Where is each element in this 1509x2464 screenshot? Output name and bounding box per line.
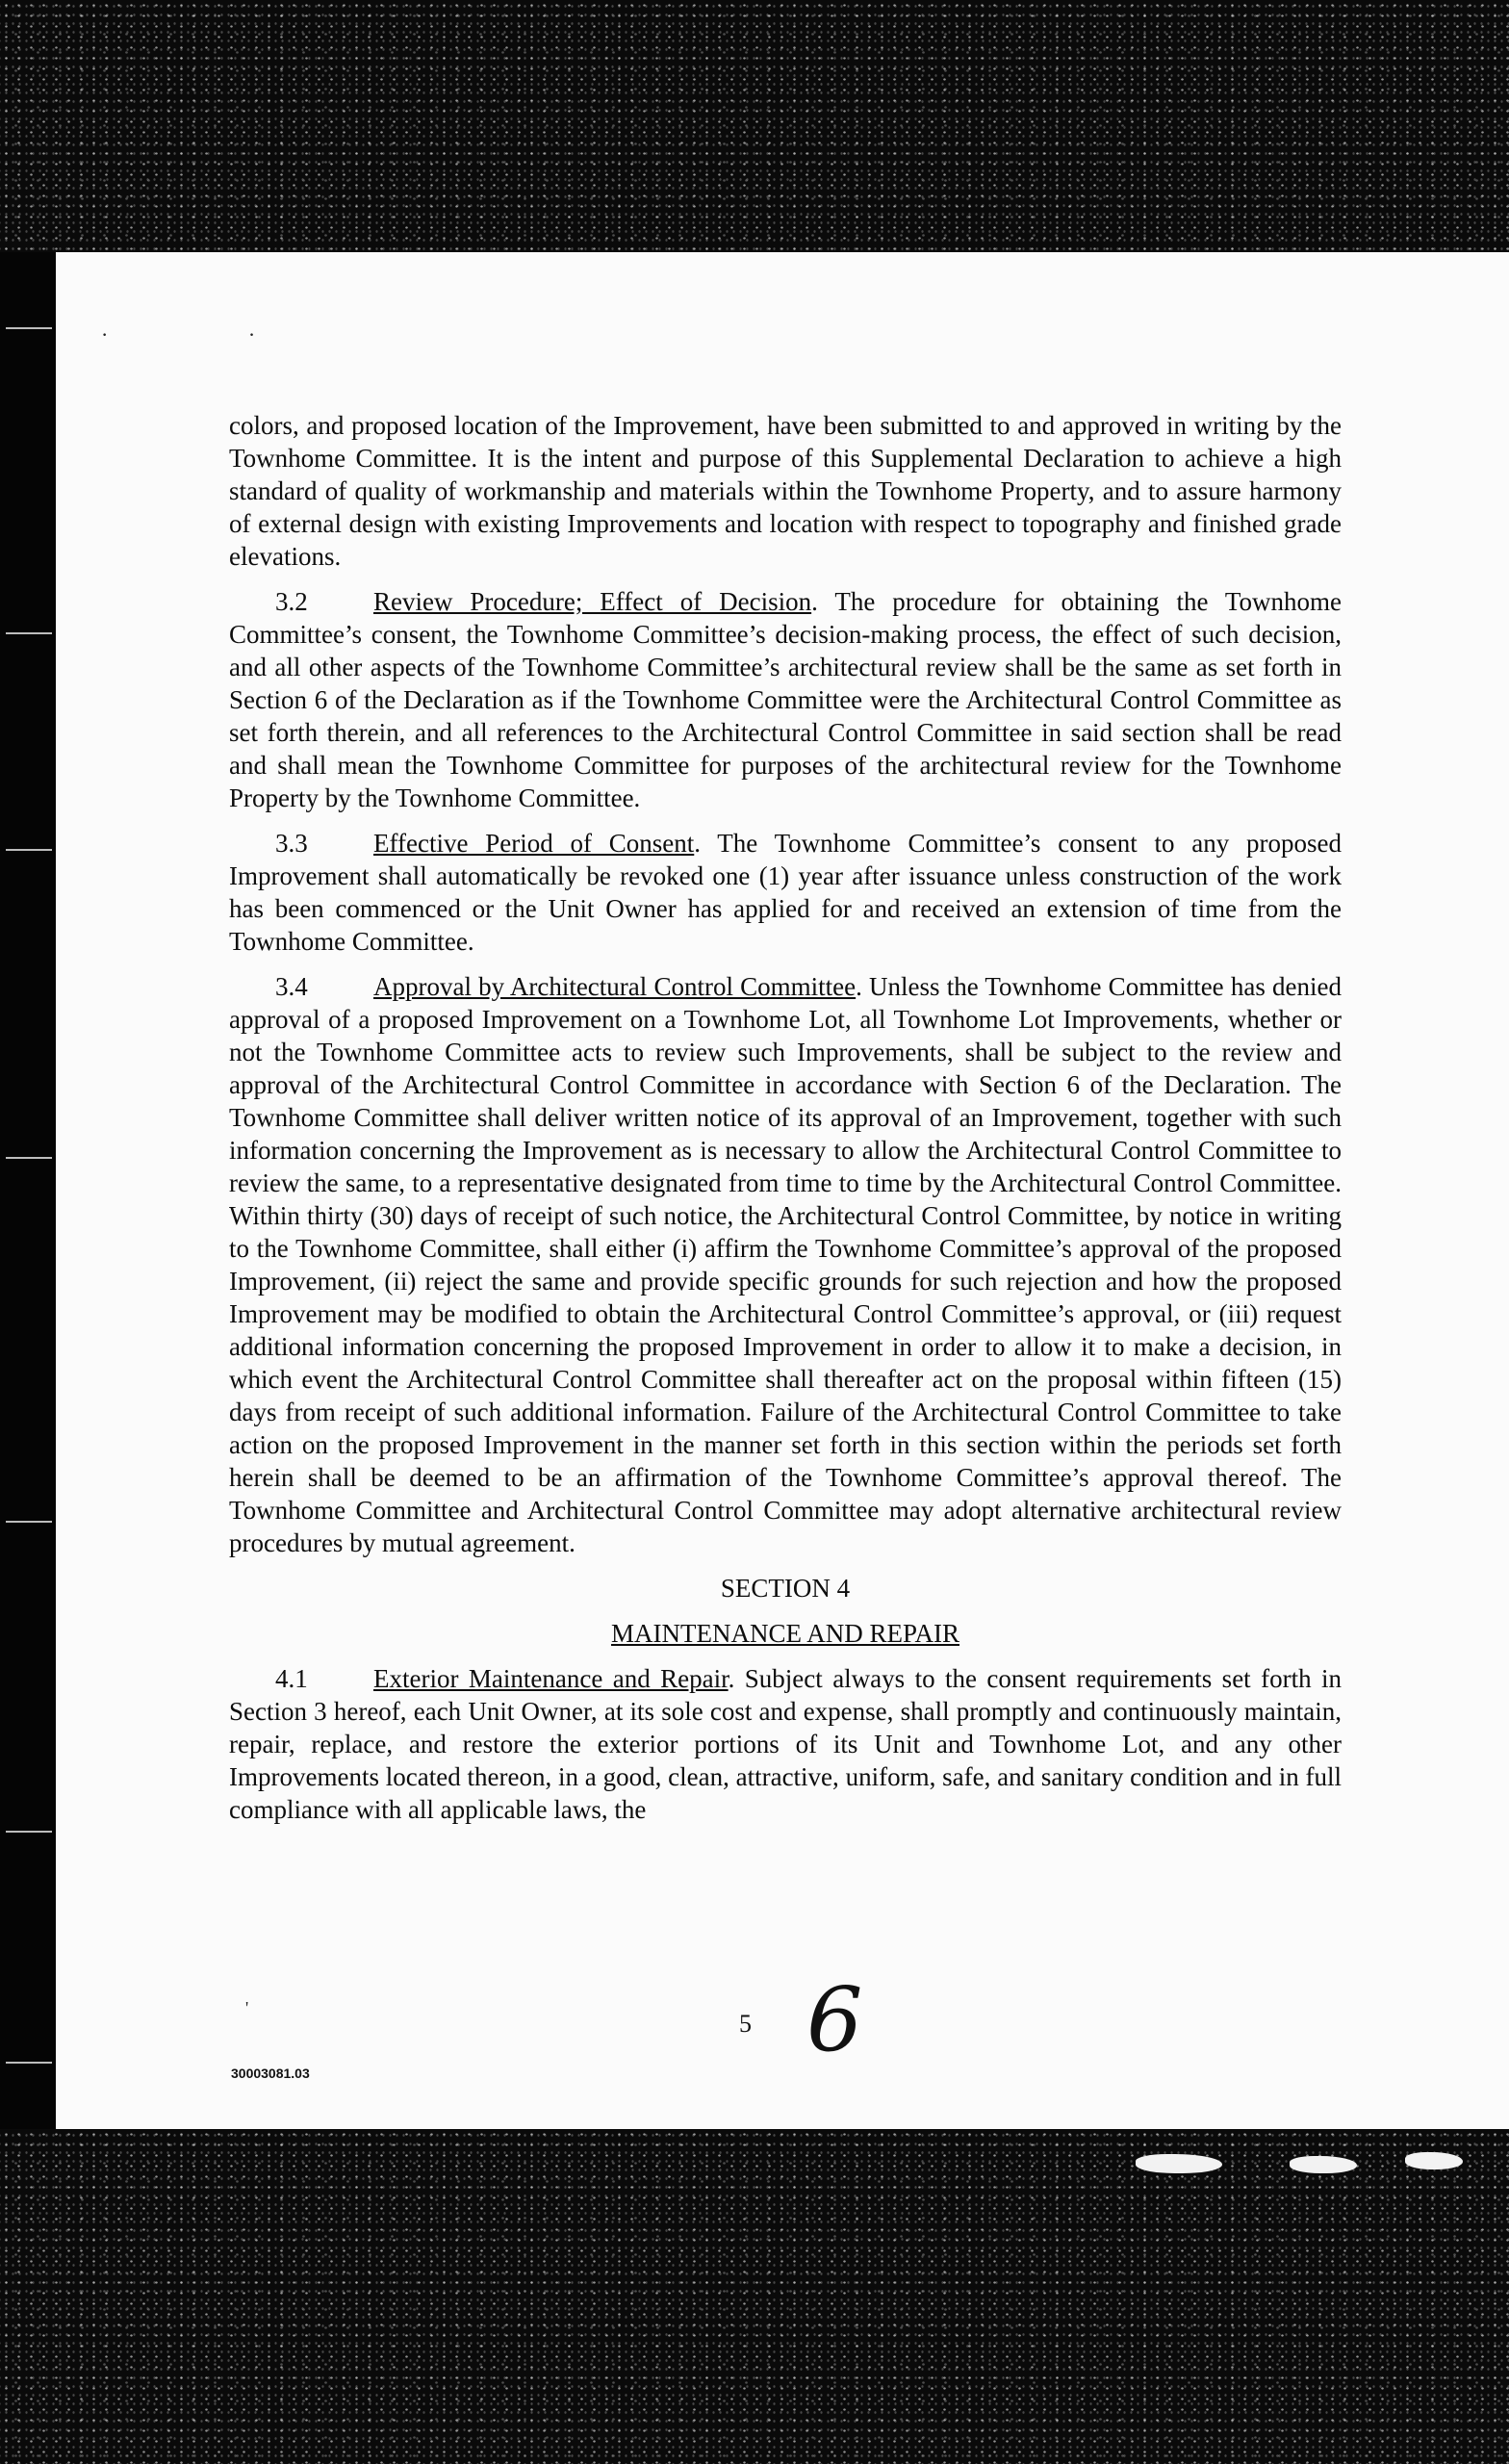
section-text: . The procedure for obtaining the Townhome Committee’s consent, the Townhome Committee’s decision-making process, the effect of such decision, and all other aspects of the Townhome Committee’s architectural review shall be the same as set forth in Section 6 of the Declaration as if the Townhome Committee were the Architectural Control Committee as set forth therein, and all references to the Architectural Control Committee in said section shall be read and shall mean the Townhome Committee for purposes of the architectural review for the Townhome Property by the Townhome Committee.	[229, 587, 1343, 812]
section-title: SECTION 4	[720, 1574, 851, 1603]
paragraph-intro: colors, and proposed location of the Improvement, have been submitted to and approved in writing by the Townhome Committee. It is the intent and purpose of this Supplemental Declaration to achieve a high standard of quality of workmanship and materials within the Townhome Property, and to assure harmony of external design with existing Improvements and location with respect to topography and finished grade elevations.	[229, 411, 1342, 571]
margin-tick	[6, 632, 52, 634]
margin-tick	[6, 2062, 52, 2064]
scan-noise-bottom	[0, 2129, 1509, 2464]
section-heading: Approval by Architectural Control Committee	[373, 972, 857, 1001]
margin-tick	[6, 1831, 52, 1833]
stray-mark: '	[245, 1998, 249, 2017]
page-number: 5	[739, 2010, 752, 2038]
paragraph-4-1	[229, 1662, 1342, 1826]
scan-noise-top	[0, 0, 1509, 252]
margin-tick	[6, 327, 52, 329]
scan-blob	[1136, 2154, 1222, 2173]
scan-specks: · ·	[101, 322, 323, 346]
paragraph-3-2	[229, 585, 1342, 814]
margin-tick	[6, 849, 52, 851]
margin-tick	[6, 1521, 52, 1523]
section-number: 3.2	[275, 587, 308, 616]
section-number: 4.1	[275, 1664, 308, 1693]
section-heading: Exterior Maintenance and Repair	[373, 1664, 729, 1693]
section-subtitle: MAINTENANCE AND REPAIR	[610, 1619, 960, 1648]
left-margin-strip	[0, 252, 56, 2129]
margin-tick	[6, 1157, 52, 1159]
paragraph-3-4	[229, 970, 1342, 1559]
section-number: 3.4	[275, 972, 308, 1001]
scan-blob	[1405, 2152, 1463, 2169]
section-heading: Effective Period of Consent	[373, 829, 695, 858]
section-text: . Unless the Townhome Committee has denied approval of a proposed Improvement on a Townhome Lot, all Townhome Lot Improvements, whether or not the Townhome Committee acts to review such Improvements, shall be subject to the review and approval of the Architectural Control Committee in accordance with Section 6 of the Declaration. The Townhome Committee shall deliver written notice of its approval of an Improvement, together with such information concerning the Improvement as is necessary to allow the Architectural Control Committee to review the same, to a representative designated from time to time by the Architectural Control Committee. Within thirty (30) days of receipt of such notice, the Architectural Control Committee, by notice in writing to the Townhome Committee, shall either (i) affirm the Townhome Committee’s approval of the proposed Improvement, (ii) reject the same and provide specific grounds for such rejection and how the proposed Improvement may be modified to obtain the Architectural Control Committee’s approval, or (iii) request additional information concerning the proposed Improvement in order to allow it to make a decision, in which event the Architectural Control Committee shall thereafter act on the proposal within fifteen (15) days from receipt of such additional information. Failure of the Architectural Control Committee to take action on the proposed Improvement in the manner set forth in this section within the periods set forth herein shall be deemed to be an affirmation of the Townhome Committee’s approval thereof. The Townhome Committee and Architectural Control Committee may adopt alternative architectural review procedures by mutual agreement.	[229, 972, 1342, 1557]
paragraph-3-3	[229, 827, 1342, 958]
section-number: 3.3	[275, 829, 308, 858]
section-text: . Subject always to the consent requirements set forth in Section 3 hereof, each Unit Owner, at its sole cost and expense, shall promptly and continuously maintain, repair, replace, and restore the exterior portions of its Unit and Townhome Lot, and any other Improvements located thereon, in a good, clean, attractive, uniform, safe, and sanitary condition and in full compliance with all applicable laws, the	[229, 1664, 1342, 1824]
document-code: 30003081.03	[231, 2066, 310, 2081]
section-heading: Review Procedure; Effect of Decision	[373, 587, 812, 616]
handwritten-page-number: 6	[806, 1968, 863, 2071]
section-text: . The Townhome Committee’s consent to any proposed Improvement shall automatically be revoked one (1) year after issuance unless construction of the work has been commenced or the Unit Owner has applied for and received an extension of time from the Townhome Committee.	[229, 829, 1342, 956]
document-body	[229, 409, 1342, 1838]
scan-blob	[1290, 2156, 1357, 2173]
